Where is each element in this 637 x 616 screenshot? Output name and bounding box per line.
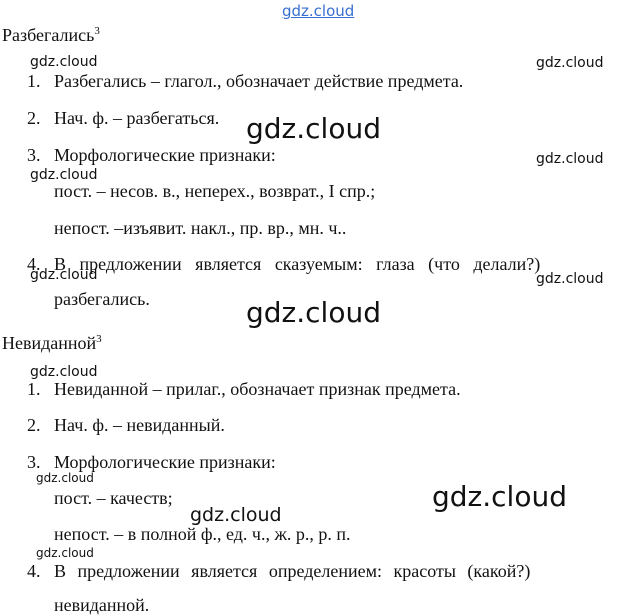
watermark-large: gdz.cloud bbox=[432, 480, 567, 513]
watermark: gdz.cloud bbox=[36, 546, 94, 560]
list-item bbox=[27, 378, 461, 400]
item-text: пост. – качеств; bbox=[54, 488, 173, 508]
list-item-sub bbox=[54, 594, 149, 616]
item-text: Разбегались – глагол., обозначает действие предмета. bbox=[54, 71, 464, 91]
list-item bbox=[27, 560, 637, 582]
watermark: gdz.cloud bbox=[536, 55, 604, 71]
list-item bbox=[27, 253, 637, 275]
watermark: gdz.cloud bbox=[190, 504, 282, 526]
heading-word: Разбегались bbox=[2, 25, 95, 45]
item-number: 2. bbox=[27, 108, 41, 128]
heading-word: Невиданной bbox=[2, 333, 97, 353]
section-heading bbox=[2, 24, 100, 49]
item-text: Невиданной – прилаг., обозначает признак предмета. bbox=[54, 379, 461, 399]
item-text: разбегались. bbox=[54, 289, 150, 309]
list-item bbox=[27, 451, 276, 473]
item-text: невиданной. bbox=[54, 595, 150, 615]
watermark: gdz.cloud bbox=[536, 151, 604, 167]
list-item bbox=[27, 414, 225, 436]
watermark: gdz.cloud bbox=[30, 54, 98, 70]
item-text: непост. – в полной ф., ед. ч., ж. р., р. п. bbox=[54, 524, 351, 544]
item-text: непост. –изъявит. накл., пр. вр., мн. ч.. bbox=[54, 218, 347, 238]
watermark: gdz.cloud bbox=[36, 471, 94, 485]
item-number: 2. bbox=[27, 415, 41, 435]
list-item-sub bbox=[54, 217, 346, 239]
heading-superscript: 3 bbox=[94, 25, 100, 37]
item-text: пост. – несов. в., неперех., возврат., I спр.; bbox=[54, 181, 376, 201]
item-text: В предложении является сказуемым: глаза (что делали?) bbox=[54, 254, 541, 274]
watermark: gdz.cloud bbox=[30, 167, 98, 183]
list-item-sub bbox=[54, 180, 375, 202]
item-text: Нач. ф. – невиданный. bbox=[54, 415, 225, 435]
list-item-sub bbox=[54, 288, 150, 310]
item-number: 3. bbox=[27, 452, 41, 472]
item-text: В предложении является определением: красоты (какой?) bbox=[54, 561, 531, 581]
item-number: 4. bbox=[27, 254, 41, 274]
item-text: Нач. ф. – разбегаться. bbox=[54, 108, 220, 128]
list-item-sub bbox=[54, 487, 173, 509]
list-item bbox=[27, 144, 276, 166]
item-number: 3. bbox=[27, 145, 41, 165]
watermark: gdz.cloud bbox=[536, 271, 604, 287]
heading-superscript: 3 bbox=[96, 333, 102, 345]
item-number: 4. bbox=[27, 561, 41, 581]
watermark-large: gdz.cloud bbox=[246, 296, 381, 329]
section-heading bbox=[2, 332, 102, 357]
list-item bbox=[27, 107, 219, 129]
list-item-sub bbox=[54, 523, 351, 545]
watermark: gdz.cloud bbox=[30, 364, 98, 380]
item-text: Морфологические признаки: bbox=[54, 452, 276, 472]
item-text: Морфологические признаки: bbox=[54, 145, 276, 165]
watermark-large: gdz.cloud bbox=[246, 112, 381, 145]
watermark-top: gdz.cloud bbox=[282, 2, 355, 20]
item-number: 1. bbox=[27, 379, 41, 399]
list-item bbox=[27, 70, 463, 92]
item-number: 1. bbox=[27, 71, 41, 91]
watermark: gdz.cloud bbox=[30, 267, 98, 283]
